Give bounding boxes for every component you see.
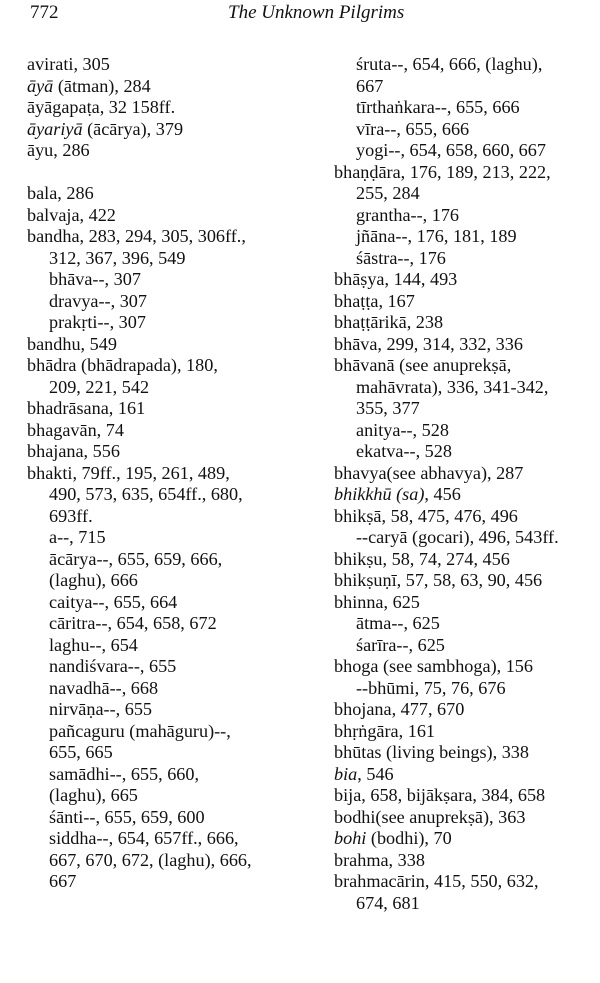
index-subentry: 355, 377 — [356, 398, 420, 418]
index-subentry: śāstra--, 176 — [356, 247, 446, 268]
page-number: 772 — [30, 2, 59, 23]
index-entry: bhavya(see abhavya), 287 — [334, 462, 524, 483]
index-column-right — [334, 54, 594, 914]
entry-gap — [27, 162, 317, 184]
index-subentry: laghu--, 654 — [49, 634, 138, 655]
index-subentry: 209, 221, 542 — [49, 376, 150, 397]
index-subentry: pañcaguru (mahāguru)--, — [49, 720, 231, 741]
index-entry: bhajana, 556 — [27, 441, 120, 461]
index-subentry: ekatva--, 528 — [356, 441, 452, 461]
index-subentry: nandiśvara--, 655 — [49, 656, 177, 676]
index-subentry: yogi--, 654, 658, 660, 667 — [356, 140, 546, 160]
index-entry: bhādra (bhādrapada), 180, — [27, 355, 218, 375]
index-subentry: 693ff. — [49, 505, 93, 526]
index-entry: bia, 546 — [334, 763, 394, 784]
index-entry: bodhi(see anuprekṣā), 363 — [334, 806, 526, 827]
index-entry: bhagavān, 74 — [27, 419, 124, 440]
index-subentry: grantha--, 176 — [356, 204, 460, 225]
index-entry: āyu, 286 — [27, 140, 90, 160]
index-subentry: 667 — [356, 75, 384, 96]
index-subentry: 667 — [49, 871, 77, 891]
index-entry: bandha, 283, 294, 305, 306ff., — [27, 226, 246, 246]
index-entry: bandhu, 549 — [27, 333, 117, 354]
index-entry: bhakti, 79ff., 195, 261, 489, — [27, 462, 230, 483]
index-subentry: śarīra--, 625 — [356, 634, 445, 655]
index-subentry: 255, 284 — [356, 183, 420, 203]
index-subentry: (laghu), 665 — [49, 785, 138, 805]
index-subentry: mahāvrata), 336, 341-342, — [356, 376, 549, 397]
index-entry: bohi (bodhi), 70 — [334, 828, 452, 848]
index-subentry: ātma--, 625 — [356, 613, 440, 633]
index-subentry: 667, 670, 672, (laghu), 666, — [49, 849, 252, 870]
index-subentry: samādhi--, 655, 660, — [49, 763, 200, 784]
index-entry: brahma, 338 — [334, 849, 425, 870]
index-subentry: prakṛti--, 307 — [49, 312, 146, 332]
index-subentry: vīra--, 655, 666 — [356, 118, 470, 139]
index-entry: bala, 286 — [27, 183, 94, 203]
index-entry: bhoga (see sambhoga), 156 — [334, 656, 533, 676]
index-subentry: navadhā--, 668 — [49, 677, 159, 698]
index-subentry: cāritra--, 654, 658, 672 — [49, 613, 217, 633]
index-subentry: 655, 665 — [49, 742, 113, 762]
index-entry: bhikṣā, 58, 475, 476, 496 — [334, 505, 518, 526]
running-title: The Unknown Pilgrims — [228, 2, 405, 23]
index-entry: bhāṣya, 144, 493 — [334, 269, 458, 289]
index-subentry: bhāva--, 307 — [49, 269, 141, 289]
index-entry: āyā (ātman), 284 — [27, 75, 151, 96]
index-subentry: 312, 367, 396, 549 — [49, 247, 186, 268]
index-subentry: tīrthaṅkara--, 655, 666 — [356, 97, 520, 117]
index-entry: bhūtas (living beings), 338 — [334, 742, 529, 762]
index-entry: bhāvanā (see anuprekṣā, — [334, 355, 512, 375]
index-entry: bhikṣu, 58, 74, 274, 456 — [334, 548, 510, 569]
index-subentry: anitya--, 528 — [356, 419, 449, 440]
index-entry: bhinna, 625 — [334, 591, 420, 612]
index-entry: āyāgapaṭa, 32 158ff. — [27, 97, 176, 117]
index-subentry: --bhūmi, 75, 76, 676 — [356, 677, 506, 698]
index-entry: bhāva, 299, 314, 332, 336 — [334, 333, 523, 354]
index-subentry: nirvāṇa--, 655 — [49, 699, 153, 719]
index-entry: balvaja, 422 — [27, 204, 116, 225]
index-entry: bhojana, 477, 670 — [334, 699, 465, 719]
index-subentry: caitya--, 655, 664 — [49, 591, 178, 612]
index-subentry: śānti--, 655, 659, 600 — [49, 806, 205, 827]
index-entry: āyariyā (ācārya), 379 — [27, 118, 184, 139]
index-subentry: śruta--, 654, 666, (laghu), — [356, 54, 543, 74]
index-entry: avirati, 305 — [27, 54, 110, 74]
index-subentry: 490, 573, 635, 654ff., 680, — [49, 484, 243, 504]
index-entry: brahmacārin, 415, 550, 632, — [334, 871, 539, 891]
index-subentry: 674, 681 — [356, 892, 420, 913]
index-entry: bhikkhū (sa), 456 — [334, 484, 461, 504]
page-header — [20, 2, 580, 32]
index-entry: bhikṣuṇī, 57, 58, 63, 90, 456 — [334, 570, 543, 590]
index-entry: bija, 658, bijākṣara, 384, 658 — [334, 785, 546, 805]
index-subentry: dravya--, 307 — [49, 290, 147, 311]
index-entry: bhadrāsana, 161 — [27, 398, 146, 418]
index-entry: bhaṭṭārikā, 238 — [334, 312, 444, 332]
index-entry: bhaṭṭa, 167 — [334, 290, 415, 311]
index-subentry: jñāna--, 176, 181, 189 — [356, 226, 517, 246]
index-subentry: ācārya--, 655, 659, 666, — [49, 548, 223, 569]
index-entry: bhaṇḍāra, 176, 189, 213, 222, — [334, 161, 551, 182]
index-subentry: (laghu), 666 — [49, 570, 138, 590]
index-entry: bhṛṅgāra, 161 — [334, 720, 436, 741]
index-subentry: --caryā (gocari), 496, 543ff. — [356, 527, 559, 547]
index-subentry: siddha--, 654, 657ff., 666, — [49, 828, 239, 848]
index-subentry: a--, 715 — [49, 527, 106, 547]
index-column-left — [27, 54, 317, 893]
